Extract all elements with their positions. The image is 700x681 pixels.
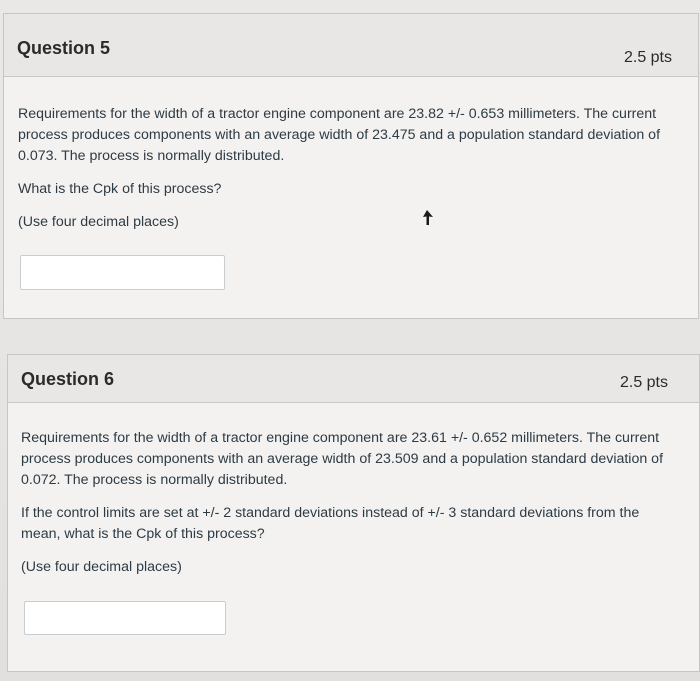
question-6-body xyxy=(21,428,681,590)
question-5-title: Question 5 xyxy=(17,38,111,58)
question-6-header xyxy=(8,355,699,403)
question-6-title: Question 6 xyxy=(21,369,115,389)
question-5-points: 2.5 pts xyxy=(623,49,672,66)
question-6-text: Requirements for the width of a tractor engine component are 23.61 +/- 0.652 millimeters. The current process produces components with an average width of 23.509 and a population standard deviation of 0.072. The process is normally distributed. xyxy=(21,430,664,488)
question-5-note: (Use four decimal places) xyxy=(18,214,179,230)
question-6-card xyxy=(7,354,700,672)
question-6-note: (Use four decimal places) xyxy=(21,559,182,575)
question-5-card xyxy=(3,13,699,319)
question-5-body xyxy=(18,104,678,245)
question-6-answer-input[interactable] xyxy=(24,601,226,635)
question-5-header xyxy=(4,14,698,77)
question-6-prompt: If the control limits are set at +/- 2 standard deviations instead of +/- 3 standard deviations from the mean, what is the Cpk of this process? xyxy=(21,505,640,542)
question-5-prompt: What is the Cpk of this process? xyxy=(18,181,222,197)
question-5-answer-input[interactable] xyxy=(20,255,225,290)
question-5-text: Requirements for the width of a tractor engine component are 23.82 +/- 0.653 millimeters. The current process produces components with an average width of 23.475 and a population standard deviation of 0.073. The process is normally distributed. xyxy=(18,106,661,164)
mouse-pointer-icon xyxy=(421,208,435,228)
question-6-points: 2.5 pts xyxy=(619,374,668,391)
